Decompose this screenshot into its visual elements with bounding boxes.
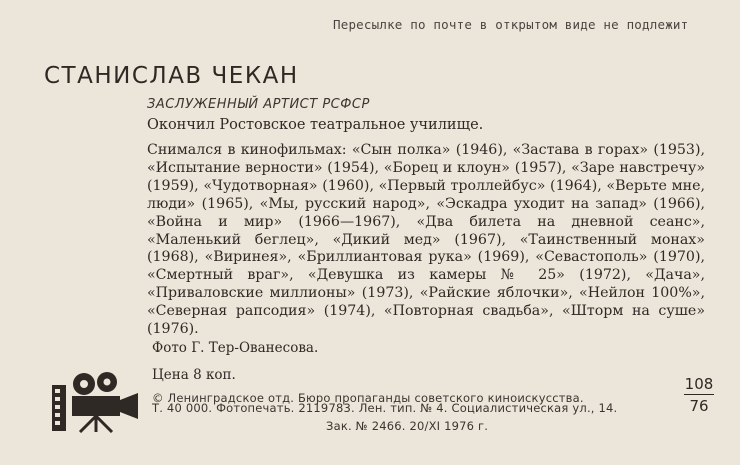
actor-name: СТАНИСЛАВ ЧЕКАН: [44, 63, 299, 89]
postal-note: Пересылке по почте в открытом виде не подлежит: [333, 17, 689, 32]
catalog-denominator: 76: [689, 397, 709, 415]
photo-credit: Фото Г. Тер-Ованесова.: [152, 340, 319, 356]
price: Цена 8 коп.: [152, 367, 236, 383]
catalog-numerator: 108: [684, 375, 714, 393]
filmography: Снимался в кинофильмах: «Сын полка» (1946), «Застава в горах» (1953), «Испытание верности» (1954), «Борец и клоун» (1957), «Заре навстречу» (1959), «Чудотворная» (1960), «Первый троллейбус» (1964), «Верьте мне, люди» (1965), «Мы, русский народ», «Эскадра уходит на запад» (1966), «Война и мир» (1966—1967), «Два билета на дневной сеанс», «Маленький беглец», «Дикий мед» (1967), «Таинственный монах» (1968), «Виринея», «Бриллиантовая рука» (1969), «Севастополь» (1970), «Смертный враг», «Девушка из камеры № 25» (1972), «Дача», «Приваловские миллионы» (1973), «Райские яблочки», «Нейлон 100%», «Северная рапсодия» (1974), «Повторная свадьба», «Шторм на суше» (1976).: [147, 142, 705, 338]
education-line: Окончил Ростовское театральное училище.: [147, 117, 484, 133]
imprint-line-1: © Ленинградское отд. Бюро пропаганды советского киноискусства.: [152, 391, 584, 405]
catalog-number: [684, 375, 714, 415]
actor-title: ЗАСЛУЖЕННЫЙ АРТИСТ РСФСР: [147, 97, 370, 112]
imprint-line-3: Зак. № 2466. 20/XI 1976 г.: [326, 419, 489, 433]
film-camera-icon: [50, 371, 142, 433]
imprint-line-2: Т. 40 000. Фотопечать. 2119783. Лен. тип. № 4. Социалистическая ул., 14.: [152, 401, 618, 415]
